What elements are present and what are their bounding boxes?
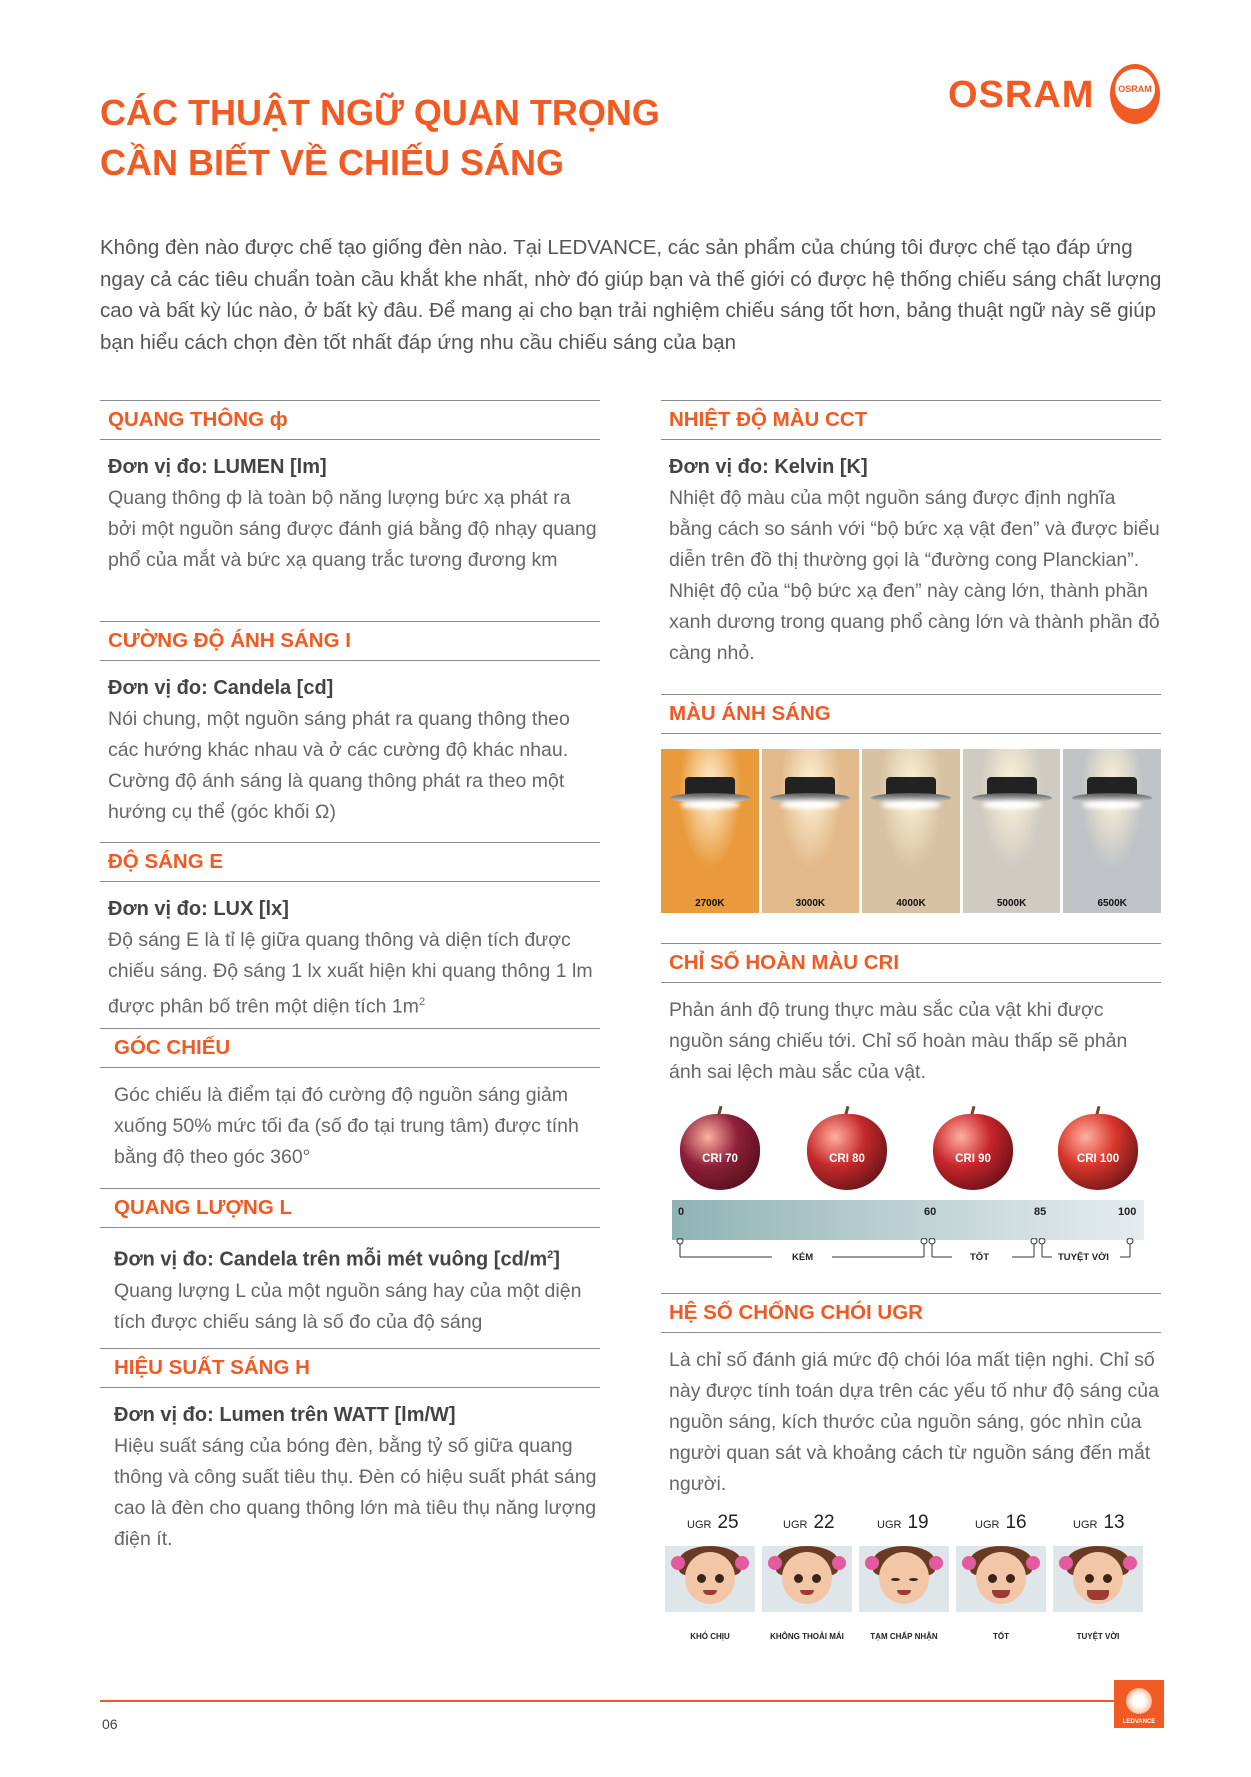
ugr-prefix: UGR <box>877 1519 902 1531</box>
cct-label: 6500K <box>1097 898 1127 909</box>
apple-label: CRI 80 <box>829 1153 865 1165</box>
superscript: 2 <box>547 1249 554 1261</box>
section-luminous-flux <box>100 400 600 576</box>
osram-logo <box>948 64 1163 126</box>
ugr-caption: TẠM CHẤP NHẬN <box>870 1632 938 1641</box>
section-body: Phản ánh độ trung thực màu sắc của vật khi được nguồn sáng chiếu tới. Chỉ số hoàn màu thấp sẽ phản ánh sai lệch màu sắc của vật. <box>669 999 1128 1083</box>
cct-label: 3000K <box>795 898 826 909</box>
section-title: HỆ SỐ CHỐNG CHÓI UGR <box>661 1294 1161 1333</box>
footer-rule <box>100 1700 1114 1702</box>
section-light-color <box>661 694 1161 734</box>
section-title: QUANG LƯỢNG L <box>100 1189 600 1228</box>
section-luminance <box>100 1188 600 1338</box>
ugr-prefix: UGR <box>1073 1519 1098 1531</box>
section-title: CƯỜNG ĐỘ ÁNH SÁNG I <box>100 622 600 661</box>
ugr-value <box>975 1512 1027 1534</box>
section-title: CHỈ SỐ HOÀN MÀU CRI <box>661 944 1161 983</box>
ugr-value <box>1073 1512 1125 1534</box>
color-temperature-strip <box>661 749 1161 913</box>
ugr-prefix: UGR <box>687 1519 712 1531</box>
page-number: 06 <box>102 1716 118 1732</box>
brand-bulb-icon <box>1110 64 1160 124</box>
scale-tick: 0 <box>678 1206 685 1218</box>
cct-swatch <box>762 749 860 913</box>
section-body: Quang thông ф là toàn bộ năng lượng bức xạ phát ra bởi một nguồn sáng được đánh giá bằng độ nhạy quang phổ của mắt và bức xạ quang trắc tương đương km <box>108 487 597 571</box>
section-title: QUANG THÔNG ф <box>100 401 600 440</box>
ugr-value <box>687 1512 739 1534</box>
section-title: NHIỆT ĐỘ MÀU CCT <box>661 401 1161 440</box>
ugr-number: 25 <box>717 1512 739 1533</box>
cri-scale-ranges <box>672 1238 1144 1268</box>
page-title <box>100 88 860 188</box>
title-line-1: CÁC THUẬT NGỮ QUAN TRỌNG <box>100 92 660 133</box>
luminance-unit-tail: ] <box>553 1248 560 1271</box>
section-body: Nói chung, một nguồn sáng phát ra quang thông theo các hướng khác nhau và ở các cường độ khác nhau. Cường độ ánh sáng là quang thông phát ra theo một hướng cụ thể (góc khối Ω) <box>108 708 570 823</box>
ugr-value <box>877 1512 929 1534</box>
child-face-image <box>859 1546 949 1612</box>
cct-label: 5000K <box>996 898 1027 909</box>
brand-wordmark: OSRAM <box>948 74 1095 116</box>
section-efficacy <box>100 1348 600 1555</box>
section-title: MÀU ÁNH SÁNG <box>661 695 1161 734</box>
section-luminous-intensity <box>100 621 600 828</box>
cct-label: 2700K <box>695 898 725 909</box>
scale-tick: 100 <box>1118 1206 1137 1218</box>
section-unit: Đơn vị đo: Lumen trên WATT [lm/W] <box>114 1404 456 1426</box>
luminance-unit-text: Đơn vị đo: Candela trên mỗi mét vuông [cd/m <box>114 1248 548 1271</box>
ugr-number: 16 <box>1005 1512 1027 1533</box>
section-illuminance <box>100 842 600 1023</box>
section-body: Quang lượng L của một nguồn sáng hay của một diện tích được chiếu sáng là số đo của độ sáng <box>114 1279 582 1333</box>
ugr-faces <box>665 1512 1165 1652</box>
brand-badge-text: OSRAM <box>1118 84 1152 94</box>
apple-image <box>680 1108 760 1190</box>
ugr-number: 13 <box>1103 1512 1125 1533</box>
ugr-caption: KHÔNG THOẢI MÁI <box>770 1632 844 1641</box>
section-body: Nhiệt độ màu của một nguồn sáng được định nghĩa bằng cách so sánh với “bộ bức xạ vật đen” và được biểu diễn trên đồ thị thường gọi là “đường cong Planckian”. Nhiệt độ của “bộ bức xạ đen” này càng lớn, thành phần xanh dương trong quang phổ càng lớn và thành phần đỏ càng nhỏ. <box>669 487 1160 664</box>
ledvance-sun-icon <box>1126 1688 1152 1714</box>
superscript: 2 <box>418 996 426 1008</box>
cct-swatch <box>963 749 1061 913</box>
intro-paragraph: Không đèn nào được chế tạo giống đèn nào. Tại LEDVANCE, các sản phẩm của chúng tôi được chế tạo đáp ứng ngay cả các tiêu chuẩn toàn cầu khắt khe nhất, nhờ đó giúp bạn và thế giới có được hệ thống chiếu sáng chất lượng cao và bất kỳ lúc nào, ở bất kỳ đâu. Để mang ại cho bạn trải nghiệm chiếu sáng tốt hơn, bảng thuật ngữ này sẽ giúp bạn hiểu cách chọn đèn tốt nhất đáp ứng nhu cầu chiếu sáng của bạn <box>100 236 1162 354</box>
section-cri <box>661 943 1161 1088</box>
apple-label: CRI 90 <box>955 1153 991 1165</box>
cct-swatch <box>1063 749 1161 913</box>
section-body: Hiệu suất sáng của bóng đèn, bằng tỷ số giữa quang thông và công suất tiêu thụ. Đèn có hiệu suất phát sáng cao là đèn cho quang thông lớn mà tiêu thụ năng lượng điện ít. <box>114 1435 597 1550</box>
section-beam-angle <box>100 1028 600 1173</box>
cct-label: 4000K <box>896 898 926 909</box>
section-body: Góc chiếu là điểm tại đó cường độ nguồn sáng giảm xuống 50% mức tối đa (số đo tại trung tâm) được tính bằng độ theo góc 360° <box>114 1084 579 1168</box>
ugr-prefix: UGR <box>783 1519 808 1531</box>
section-unit: Đơn vị đo: Candela [cd] <box>108 677 334 699</box>
section-unit: Đơn vị đo: Kelvin [K] <box>669 456 868 478</box>
ugr-number: 19 <box>907 1512 929 1533</box>
child-face-image <box>956 1546 1046 1612</box>
section-body <box>108 925 600 1023</box>
scale-tick: 60 <box>924 1206 937 1218</box>
cri-apples <box>672 1108 1152 1198</box>
section-ugr <box>661 1293 1161 1500</box>
child-face-image <box>762 1546 852 1612</box>
apple-label: CRI 70 <box>702 1153 738 1165</box>
section-unit <box>114 1240 600 1276</box>
ugr-value <box>783 1512 835 1534</box>
cri-scale-bar <box>672 1200 1144 1240</box>
section-title: HIỆU SUẤT SÁNG H <box>100 1349 600 1388</box>
section-title: ĐỘ SÁNG E <box>100 843 600 882</box>
ugr-number: 22 <box>813 1512 835 1533</box>
apple-image <box>933 1108 1013 1190</box>
ugr-caption: TUYỆT VỜI <box>1076 1632 1120 1641</box>
section-cct <box>661 400 1161 669</box>
ledvance-logo <box>1114 1680 1164 1728</box>
child-face-image <box>665 1546 755 1612</box>
section-unit: Đơn vị đo: LUX [lx] <box>108 898 289 920</box>
ugr-caption: KHÓ CHỊU <box>690 1632 730 1641</box>
section-unit: Đơn vị đo: LUMEN [lm] <box>108 456 327 478</box>
scale-tick: 85 <box>1034 1206 1047 1218</box>
scale-range-label: KÉM <box>792 1252 814 1263</box>
scale-range-label: TUYỆT VỜI <box>1058 1252 1109 1263</box>
child-face-image <box>1053 1546 1143 1612</box>
ugr-prefix: UGR <box>975 1519 1000 1531</box>
scale-range-label: TỐT <box>970 1252 989 1263</box>
apple-label: CRI 100 <box>1076 1153 1120 1165</box>
section-title: GÓC CHIẾU <box>100 1029 600 1068</box>
title-line-2: CẦN BIẾT VỀ CHIẾU SÁNG <box>100 142 565 183</box>
ledvance-text: LEDVANCE <box>1122 1719 1156 1725</box>
cct-swatch <box>862 749 960 913</box>
apple-image <box>1058 1108 1138 1190</box>
apple-image <box>807 1108 887 1190</box>
illuminance-text: Độ sáng E là tỉ lệ giữa quang thông và diện tích được chiếu sáng. Độ sáng 1 lx xuất hiện khi quang thông 1 lm được phân bố trên một diện tích 1m <box>108 929 593 1018</box>
cct-swatch <box>661 749 759 913</box>
section-body: Là chỉ số đánh giá mức độ chói lóa mất tiện nghi. Chỉ số này được tính toán dựa trên các yếu tố như độ sáng của nguồn sáng, kích thước của nguồn sáng, góc nhìn của người quan sát và khoảng cách từ nguồn sáng đến mắt người. <box>669 1349 1159 1495</box>
ugr-caption: TỐT <box>993 1632 1009 1641</box>
